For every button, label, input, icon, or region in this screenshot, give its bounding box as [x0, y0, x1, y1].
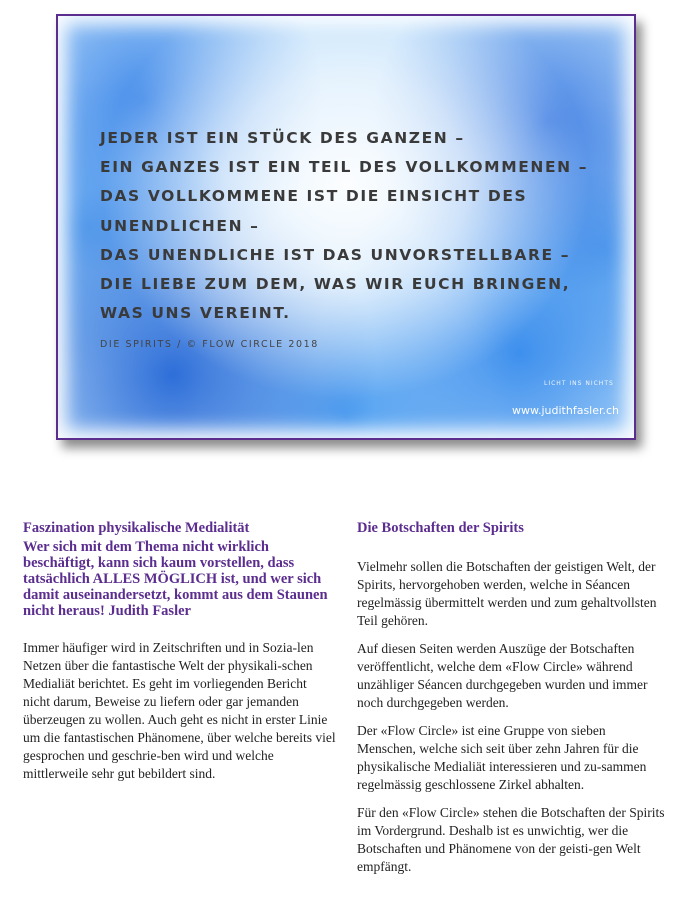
logo-mark: LICHT INS NICHTS: [544, 380, 614, 387]
right-column: [357, 517, 667, 876]
intro-quote: Wer sich mit dem Thema nicht wirklich beschäftigt, kann sich kaum vorstellen, dass tatsächlich ALLES MÖGLICH ist, und wer sich damit auseinandersetzt, kommt aus dem Staunen nicht heraus! Judith Fasler: [23, 539, 328, 619]
left-heading: Faszination physikalische Medialität: [23, 520, 250, 536]
quote-card: [56, 14, 636, 440]
body-paragraph: Auf diesen Seiten werden Auszüge der Botschaften veröffentlicht, welche dem «Flow Circle» während unzähliger Séancen durchgegeben wurden und immer noch durchgegeben werden.: [357, 641, 648, 710]
quote-line: DIE LIEBE ZUM DEM, WAS WIR EUCH BRINGEN,: [100, 275, 571, 294]
right-heading: Die Botschaften der Spirits: [357, 520, 524, 536]
body-paragraph: Vielmehr sollen die Botschaften der geistigen Welt, der Spirits, hervorgehoben werden, welche in Séancen regelmässig übermittelt werden und zum gehaltvollsten Teil gehören.: [357, 559, 657, 628]
body-paragraph: Der «Flow Circle» ist eine Gruppe von sieben Menschen, welche sich seit über zehn Jahren für die physikalische Medialiät interessieren und zu-sammen regelmässig geschlossene Zirkel abhalten.: [357, 723, 647, 792]
quote-card-background: [56, 14, 636, 440]
body-paragraph: Immer häufiger wird in Zeitschriften und in Sozia-len Netzen über die fantastische Welt der physikali-schen Medialiät berichtet. Es geht im vorliegenden Bericht nicht darum, Beweise zu liefern oder gar jemanden überzeugen zu wollen. Auch geht es nicht in erster Linie um die fantastischen Phänomene, über welche bereits viel gesprochen und geschrie-ben wird und welche mittlerweile sehr gut bebildert sind.: [23, 640, 336, 781]
left-column: [23, 517, 337, 783]
quote-line: EIN GANZES IST EIN TEIL DES VOLLKOMMENEN –: [100, 158, 589, 177]
quote-line: DAS UNENDLICHE IST DAS UNVORSTELLBARE –: [100, 245, 571, 264]
quote-line: JEDER IST EIN STÜCK DES GANZEN –: [100, 129, 465, 147]
quote-text: [100, 124, 620, 328]
body-paragraph: Für den «Flow Circle» stehen die Botschaften der Spirits im Vordergrund. Deshalb ist es unwichtig, wer die Botschaften und Phänomene von der geisti-gen Welt empfängt.: [357, 805, 665, 874]
quote-line: UNENDLICHEN –: [100, 216, 260, 235]
website-link[interactable]: www.judithfasler.ch: [512, 404, 620, 417]
quote-credit: DIE SPIRITS / © FLOW CIRCLE 2018: [100, 339, 319, 350]
quote-line: DAS VOLLKOMMENE IST DIE EINSICHT DES: [100, 187, 528, 206]
quote-line: WAS UNS VEREINT.: [100, 304, 291, 323]
